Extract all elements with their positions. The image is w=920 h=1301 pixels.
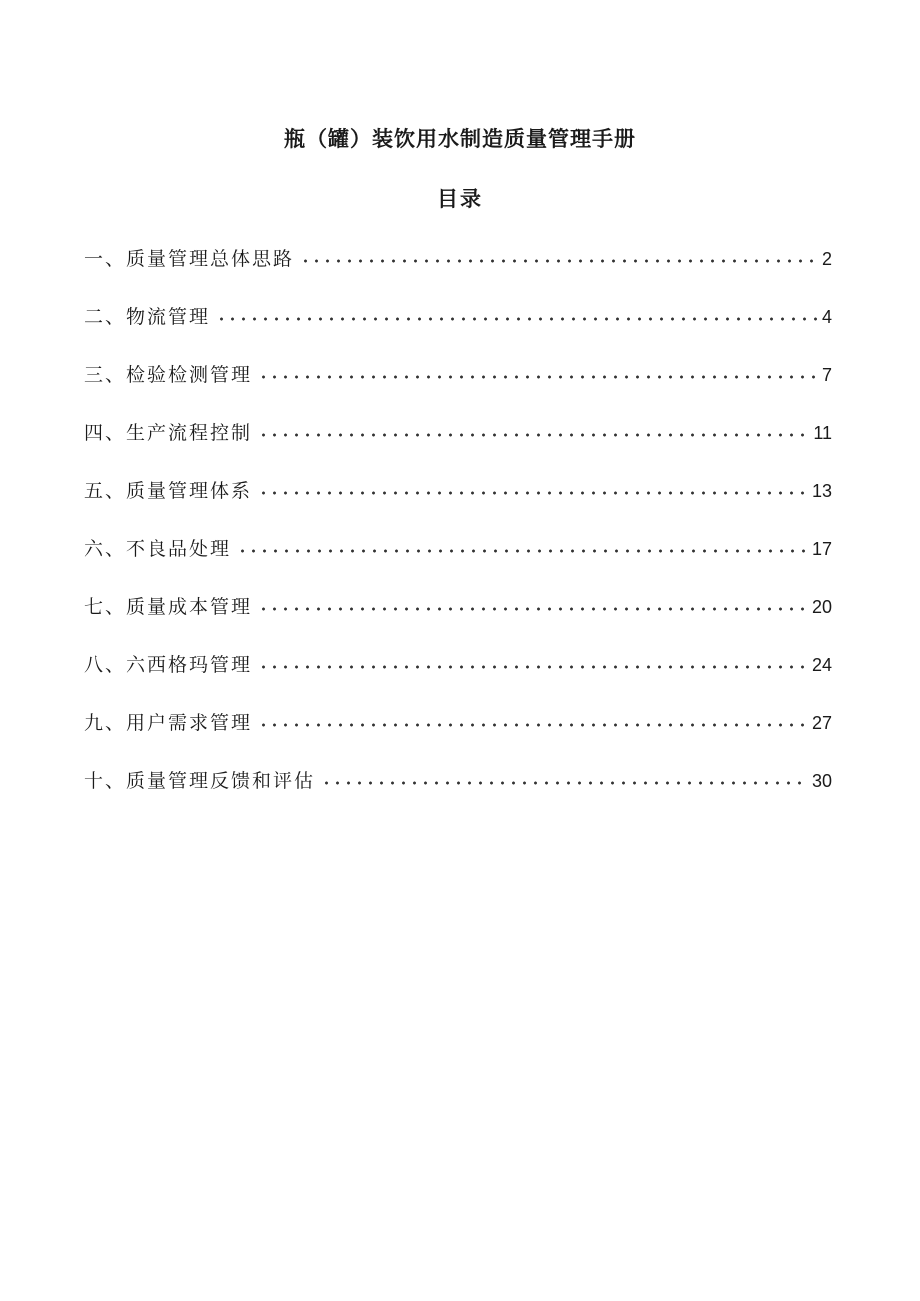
document-title: 瓶（罐）装饮用水制造质量管理手册 bbox=[284, 127, 636, 151]
toc-dot-leader bbox=[300, 258, 818, 264]
toc-entry-page: 27 bbox=[811, 713, 832, 733]
toc-dot-leader bbox=[258, 606, 808, 612]
toc-dot-leader bbox=[258, 490, 808, 496]
toc-entry-9[interactable] bbox=[84, 708, 832, 766]
toc-entry-page: 2 bbox=[821, 249, 832, 269]
toc-entry-10[interactable] bbox=[84, 766, 832, 824]
toc-entry-3[interactable] bbox=[84, 360, 832, 418]
toc-dot-leader bbox=[258, 664, 808, 670]
toc-entry-2[interactable] bbox=[84, 302, 832, 360]
toc-entry-page: 4 bbox=[821, 307, 832, 327]
toc-entry-label: 三、检验检测管理 bbox=[84, 364, 253, 386]
toc-dot-leader bbox=[258, 722, 808, 728]
toc-entry-7[interactable] bbox=[84, 592, 832, 650]
toc-entry-label: 十、质量管理反馈和评估 bbox=[84, 770, 316, 792]
toc-entry-4[interactable] bbox=[84, 418, 832, 476]
toc-entry-label: 八、六西格玛管理 bbox=[84, 654, 253, 676]
toc-dot-leader bbox=[216, 316, 818, 322]
toc-entry-1[interactable] bbox=[84, 244, 832, 302]
toc-dot-leader bbox=[258, 374, 818, 380]
toc-entry-label: 四、生产流程控制 bbox=[84, 422, 253, 444]
table-of-contents bbox=[84, 244, 832, 824]
toc-entry-6[interactable] bbox=[84, 534, 832, 592]
toc-entry-label: 一、质量管理总体思路 bbox=[84, 248, 295, 270]
toc-dot-leader bbox=[258, 432, 809, 438]
toc-entry-page: 11 bbox=[813, 423, 832, 443]
toc-entry-page: 17 bbox=[811, 539, 832, 559]
toc-entry-page: 30 bbox=[811, 771, 832, 791]
toc-entry-page: 7 bbox=[821, 365, 832, 385]
toc-entry-label: 七、质量成本管理 bbox=[84, 596, 253, 618]
toc-heading: 目录 bbox=[437, 187, 483, 211]
toc-entry-page: 24 bbox=[811, 655, 832, 675]
toc-entry-label: 五、质量管理体系 bbox=[84, 480, 253, 502]
toc-dot-leader bbox=[237, 548, 808, 554]
toc-entry-5[interactable] bbox=[84, 476, 832, 534]
toc-entry-label: 二、物流管理 bbox=[84, 306, 211, 328]
toc-dot-leader bbox=[321, 780, 808, 786]
toc-entry-page: 20 bbox=[811, 597, 832, 617]
toc-entry-label: 九、用户需求管理 bbox=[84, 712, 253, 734]
toc-entry-8[interactable] bbox=[84, 650, 832, 708]
toc-entry-page: 13 bbox=[811, 481, 832, 501]
toc-entry-label: 六、不良品处理 bbox=[84, 538, 232, 560]
